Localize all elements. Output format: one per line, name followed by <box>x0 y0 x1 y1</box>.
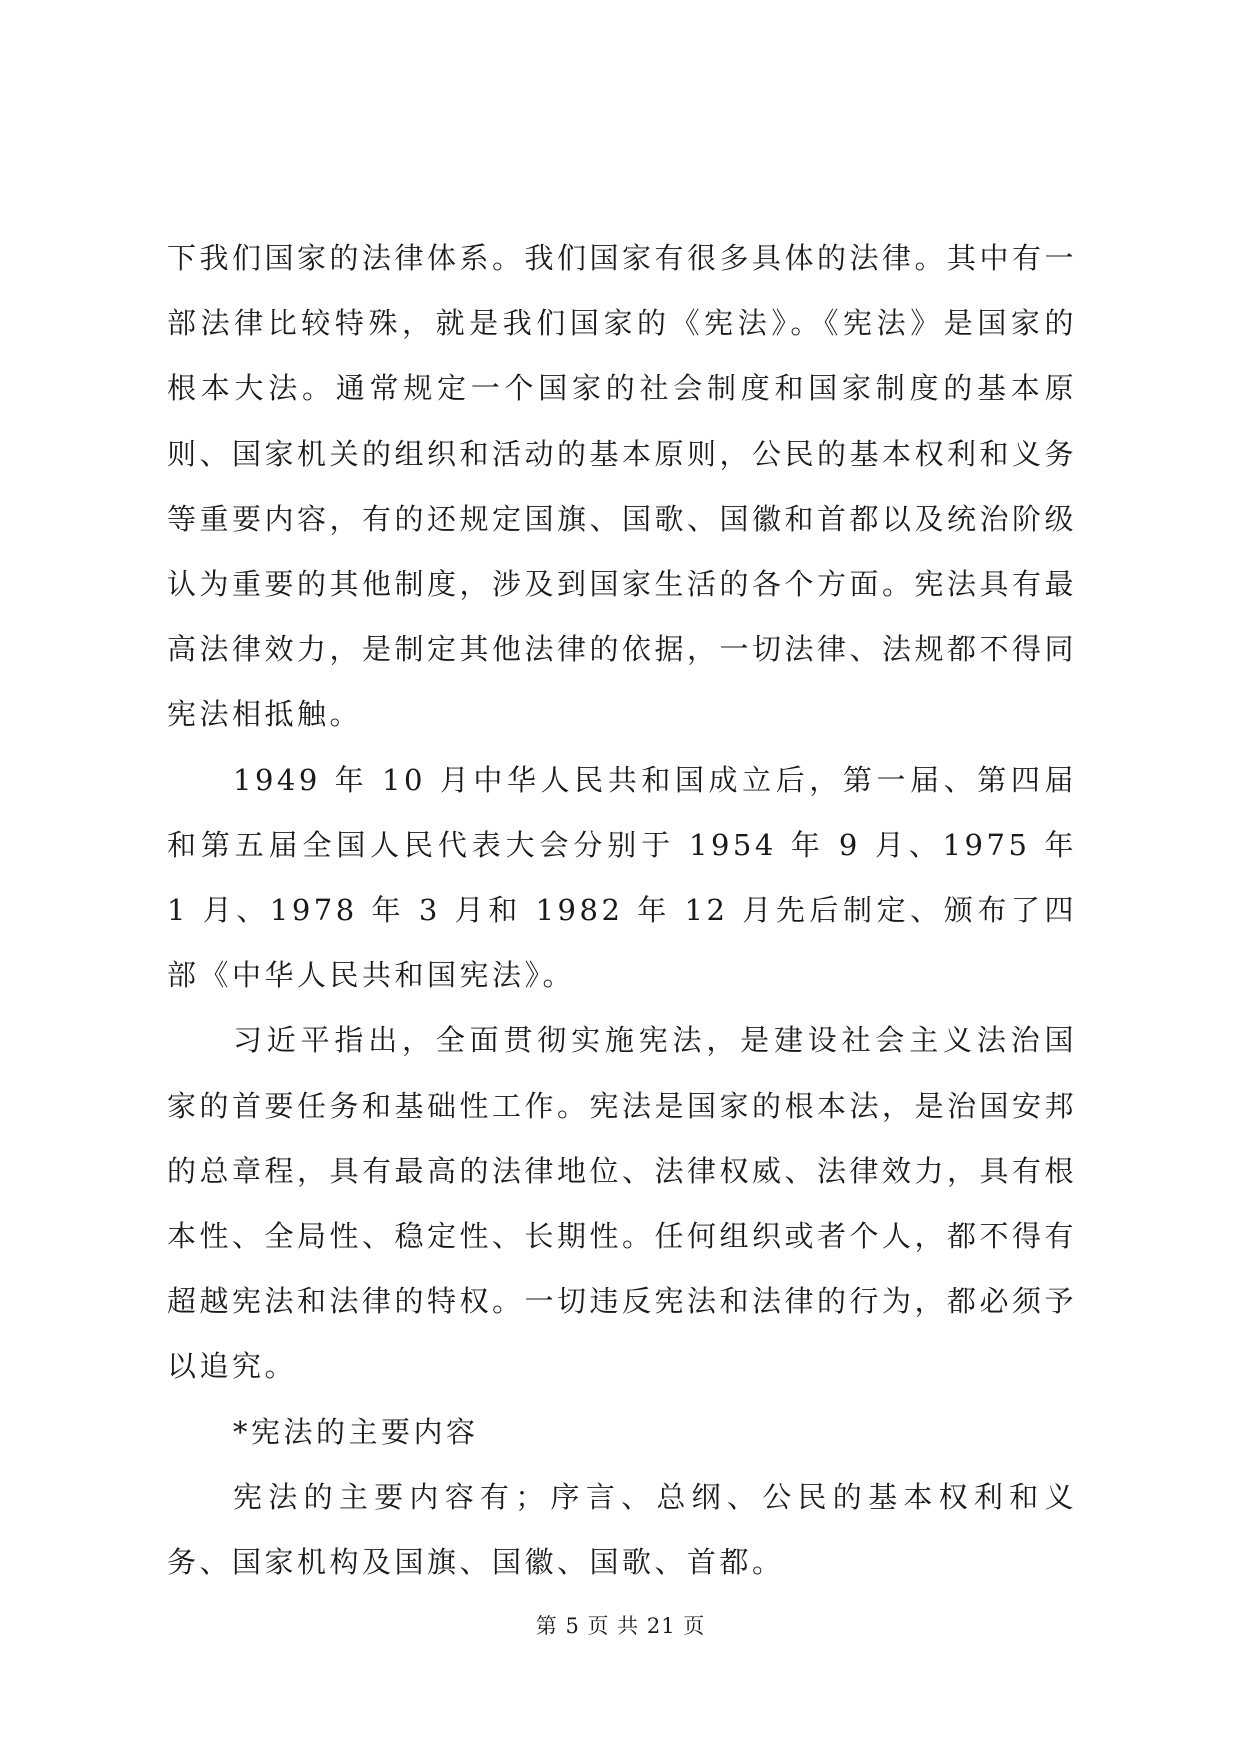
section-heading-main-content: *宪法的主要内容 <box>233 1414 479 1449</box>
paragraph-main-content: 宪法的主要内容有；序言、总纲、公民的基本权利和义务、国家机构及国旗、国徽、国歌、首都。 <box>167 1479 1077 1580</box>
page-footer: 第 5 页 共 21 页 <box>535 1614 706 1638</box>
paragraph-constitution-overview: 下我们国家的法律体系。我们国家有很多具体的法律。其中有一部法律比较特殊，就是我们国家的《宪法》。《宪法》是国家的根本大法。通常规定一个国家的社会制度和国家制度的基本原则、国家机关的组织和活动的基本原则，公民的基本权利和义务等重要内容，有的还规定国旗、国歌、国徽和首都以及统治阶级认为重要的其他制度，涉及到国家生活的各个方面。宪法具有最高法律效力，是制定其他法律的依据，一切法律、法规都不得同宪法相抵触。 <box>167 241 1078 732</box>
document-body <box>167 226 1077 1595</box>
paragraph-constitution-history: 1949 年 10 月中华人民共和国成立后，第一届、第四届和第五届全国人民代表大会分别于 1954 年 9 月、1975 年 1 月、1978 年 3 月和 1982 年 12 月先后制定、颁布了四部《中华人民共和国宪法》。 <box>167 762 1077 993</box>
paragraph-xi-quote: 习近平指出，全面贯彻实施宪法，是建设社会主义法治国家的首要任务和基础性工作。宪法是国家的根本法，是治国安邦的总章程，具有最高的法律地位、法律权威、法律效力，具有根本性、全局性、稳定性、长期性。任何组织或者个人，都不得有超越宪法和法律的特权。一切违反宪法和法律的行为，都必须予以追究。 <box>167 1023 1078 1384</box>
